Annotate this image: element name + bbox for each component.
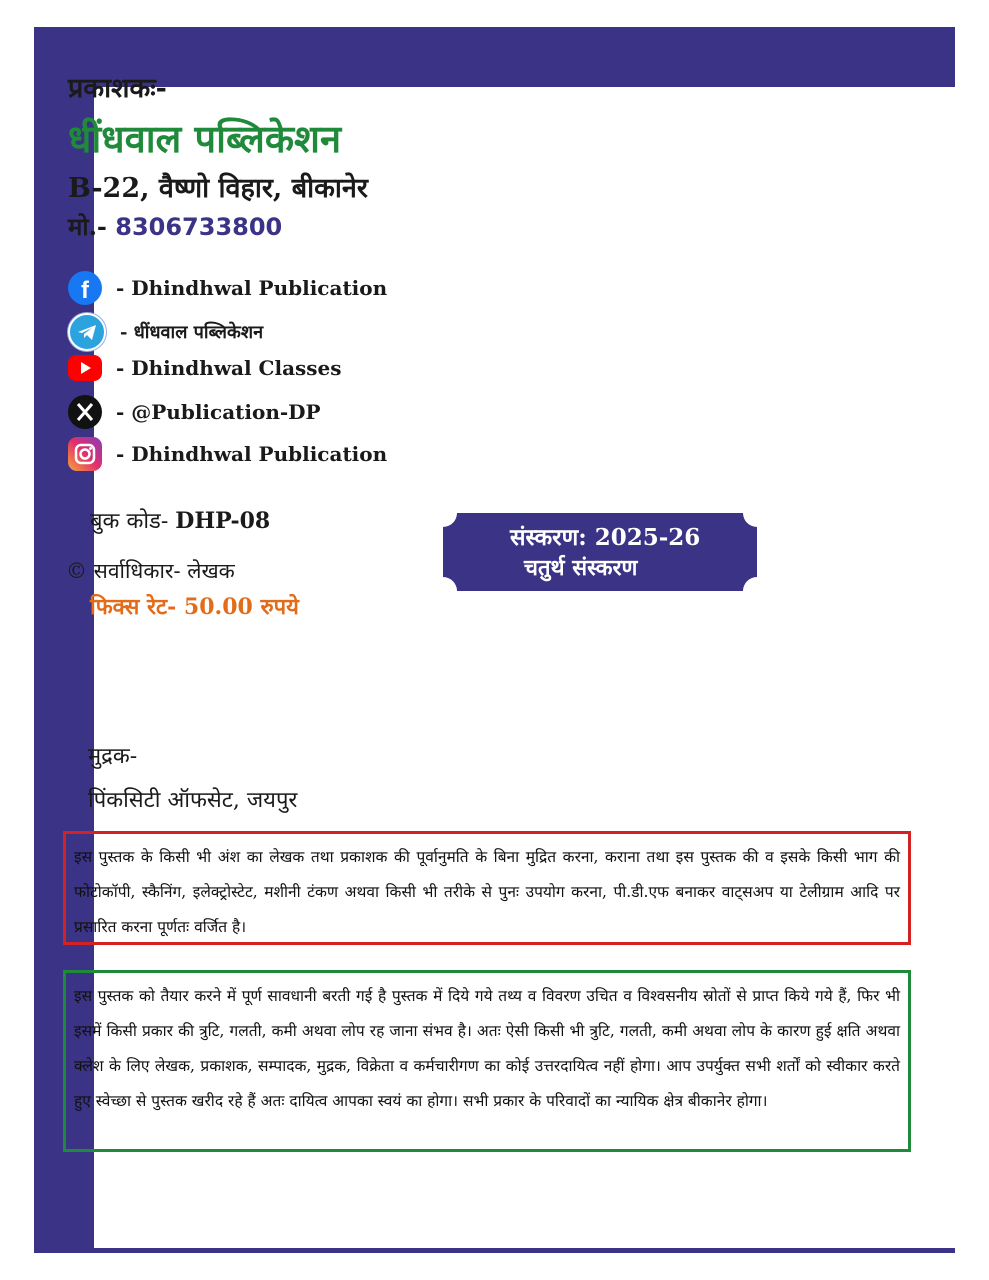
edition-year: संस्करण: 2025-26 (510, 524, 701, 551)
social-row-instagram[interactable] (68, 437, 387, 471)
publisher-mobile (68, 210, 282, 243)
disclaimer-box (63, 970, 911, 1152)
facebook-icon (68, 271, 102, 305)
social-row-facebook[interactable] (68, 271, 387, 305)
copyright-notice-text: इस पुस्तक के किसी भी अंश का लेखक तथा प्रकाशक की पूर्वानुमति के बिना मुद्रित करना, कराना तथा इस पुस्तक की व इसके किसी भाग की फोटोकॉपी, स्कैनिंग, इलेक्ट्रोस्टेट, मशीनी टंकण अथवा किसी भी तरीके से पुनः उपयोग करना, पी.डी.एफ बनाकर वाट्सअप या टेलीग्राम आदि पर प्रसारित करना पूर्णतः वर्जित है। (74, 848, 900, 936)
x-icon (68, 395, 102, 429)
social-row-x[interactable] (68, 395, 321, 429)
social-row-youtube[interactable] (68, 355, 342, 381)
mobile-number: 8306733800 (115, 213, 283, 241)
publisher-address: B-22, वैष्णो विहार, बीकानेर (68, 173, 368, 204)
disclaimer-text: इस पुस्तक को तैयार करने में पूर्ण सावधानी बरती गई है पुस्तक में दिये गये तथ्य व विवरण उचित व विश्वसनीय स्रोतों से प्राप्त किये गये हैं, फिर भी इसमें किसी प्रकार की त्रुटि, गलती, कमी अथवा लोप रह जाना संभव है। अतः ऐसी किसी भी त्रुटि, गलती, कमी अथवा लोप के कारण हुई क्षति अथवा क्लेश के लिए लेखक, प्रकाशक, सम्पादक, मुद्रक, विक्रेता व कर्मचारीगण का कोई उत्तरदायित्व नहीं होगा। आप उपर्युक्त सभी शर्तों को स्वीकार करते हुए स्वेच्छा से पुस्तक खरीद रहे हैं अतः दायित्व आपका स्वयं का होगा। सभी प्रकार के परिवादों का न्यायिक क्षेत्र बीकानेर होगा। (74, 987, 900, 1110)
book-code-value: DHP-08 (175, 508, 271, 534)
instagram-icon (68, 437, 102, 471)
social-label: - Dhindhwal Classes (116, 356, 342, 380)
copyright-notice-box (63, 831, 911, 945)
copyright-line: © सर्वाधिकार- लेखक (66, 559, 235, 583)
publisher-label: प्रकाशकः- (68, 73, 167, 104)
youtube-icon (68, 355, 102, 381)
printer-label: मुद्रक- (88, 744, 138, 769)
fixed-price: फिक्स रेट- 50.00 रुपये (90, 594, 299, 620)
publisher-name: धींधवाल पब्लिकेशन (68, 116, 342, 161)
printer-name: पिंकसिटी ऑफसेट, जयपुर (88, 788, 298, 813)
edition-number: चतुर्थ संस्करण (524, 555, 638, 581)
mobile-label: मो.- (68, 212, 107, 241)
social-label: - Dhindhwal Publication (116, 276, 388, 300)
telegram-icon (68, 313, 106, 351)
social-row-telegram[interactable] (68, 313, 263, 351)
social-label: - Dhindhwal Publication (116, 442, 388, 466)
book-code (90, 505, 270, 535)
svg-text:f: f (81, 277, 89, 304)
social-label: - धींधवाल पब्लिकेशन (120, 322, 264, 343)
book-code-label: बुक कोड- (90, 509, 169, 534)
social-label: - @Publication-DP (116, 400, 321, 424)
